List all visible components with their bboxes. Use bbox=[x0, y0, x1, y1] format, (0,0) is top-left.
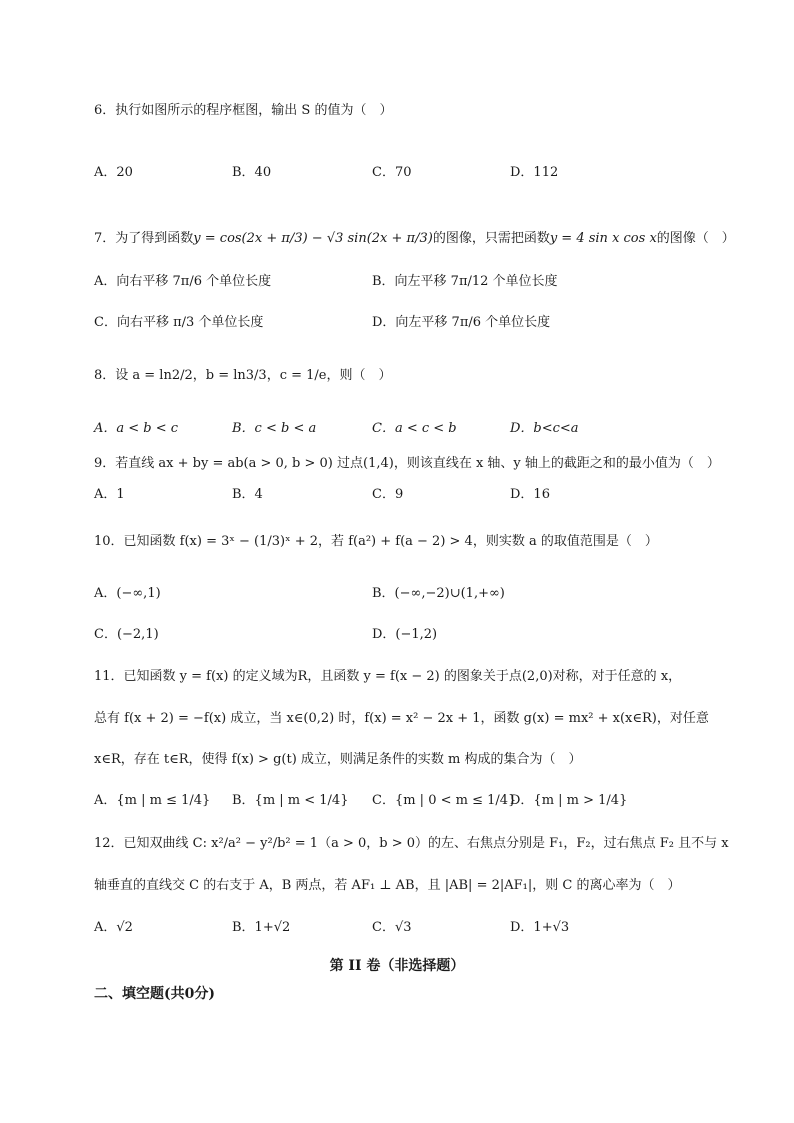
q11-option-b: B．{m | m < 1/4} bbox=[232, 793, 349, 808]
q9-stem: 9．若直线 ax + by = ab(a > 0, b > 0) 过点(1,4)，则该直线在 x 轴、y 轴上的截距之和的最小值为（ ） bbox=[94, 456, 720, 471]
q11-option-a: A．{m | m ≤ 1/4} bbox=[94, 793, 211, 808]
q8-option-a: A．a < b < c bbox=[94, 421, 179, 436]
q11-option-d: D．{m | m > 1/4} bbox=[510, 793, 628, 808]
q10-option-c: C．(−2,1) bbox=[94, 627, 159, 642]
q12-line-1: 12．已知双曲线 C: x²/a² − y²/b² = 1（a > 0，b > 0）的左、右焦点分别是 F₁，F₂，过右焦点 F₂ 且不与 x bbox=[94, 836, 729, 851]
q7-option-c: C．向右平移 π/3 个单位长度 bbox=[94, 315, 264, 330]
q9-option-a: A．1 bbox=[94, 487, 125, 502]
q7-option-b: B．向左平移 7π/12 个单位长度 bbox=[372, 274, 558, 289]
q12-line-2: 轴垂直的直线交 C 的右支于 A，B 两点，若 AF₁ ⊥ AB，且 |AB| = 2|AF₁|，则 C 的离心率为（ ） bbox=[94, 878, 681, 893]
q8-option-b: B．c < b < a bbox=[232, 421, 317, 436]
q12-option-a: A．√2 bbox=[94, 920, 133, 935]
q8-option-c: C．a < c < b bbox=[372, 421, 457, 436]
q6-stem: 6．执行如图所示的程序框图，输出 S 的值为（ ） bbox=[94, 103, 393, 118]
q6-option-c: C．70 bbox=[372, 165, 412, 180]
q6-option-d: D．112 bbox=[510, 165, 559, 180]
q7-stem: 7．为了得到函数y = cos(2x + π/3) − √3 sin(2x + π/3)的图像，只需把函数y = 4 sin x cos x的图像（ ） bbox=[94, 231, 735, 246]
q10-option-a: A．(−∞,1) bbox=[94, 586, 161, 601]
q11-line-1: 11．已知函数 y = f(x) 的定义域为R，且函数 y = f(x − 2) 的图象关于点(2,0)对称，对于任意的 x， bbox=[94, 669, 682, 684]
q9-option-c: C．9 bbox=[372, 487, 404, 502]
part2-title: 二、填空题(共0分) bbox=[94, 986, 215, 1002]
q8-option-d: D．b<c<a bbox=[510, 421, 579, 436]
q12-option-c: C．√3 bbox=[372, 920, 412, 935]
q9-option-d: D．16 bbox=[510, 487, 550, 502]
q12-option-d: D．1+√3 bbox=[510, 920, 570, 935]
section-title: 第 II 卷（非选择题） bbox=[329, 958, 465, 974]
q10-option-d: D．(−1,2) bbox=[372, 627, 438, 642]
q10-option-b: B．(−∞,−2)∪(1,+∞) bbox=[372, 586, 505, 601]
q10-stem: 10．已知函数 f(x) = 3ˣ − (1/3)ˣ + 2，若 f(a²) + f(a − 2) > 4，则实数 a 的取值范围是（ ） bbox=[94, 534, 658, 549]
q6-option-b: B．40 bbox=[232, 165, 272, 180]
q11-option-c: C．{m | 0 < m ≤ 1/4} bbox=[372, 793, 517, 808]
q11-line-3: x∈R，存在 t∈R，使得 f(x) > g(t) 成立，则满足条件的实数 m 构成的集合为（ ） bbox=[94, 752, 582, 767]
q9-option-b: B．4 bbox=[232, 487, 263, 502]
q7-option-a: A．向右平移 7π/6 个单位长度 bbox=[94, 274, 272, 289]
q7-option-d: D．向左平移 7π/6 个单位长度 bbox=[372, 315, 551, 330]
q6-option-a: A．20 bbox=[94, 165, 133, 180]
q8-stem: 8．设 a = ln2/2，b = ln3/3，c = 1/e，则（ ） bbox=[94, 368, 392, 383]
q12-option-b: B．1+√2 bbox=[232, 920, 291, 935]
q11-line-2: 总有 f(x + 2) = −f(x) 成立，当 x∈(0,2) 时，f(x) = x² − 2x + 1，函数 g(x) = mx² + x(x∈R)，对任意 bbox=[94, 711, 709, 726]
